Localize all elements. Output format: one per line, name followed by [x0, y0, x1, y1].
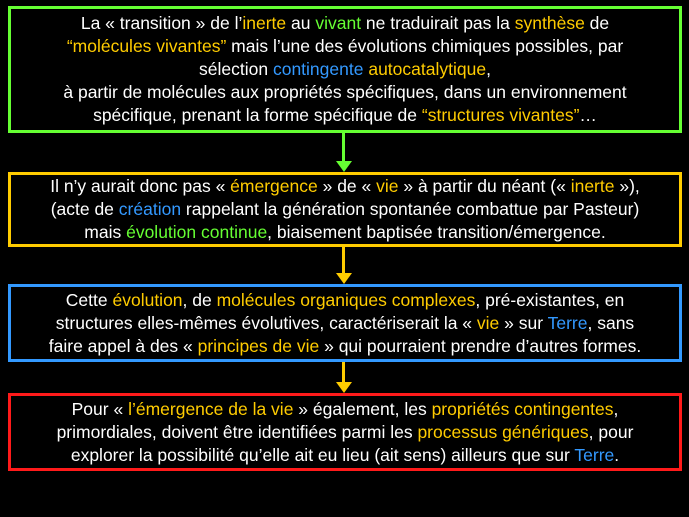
- text-run: » sur: [499, 312, 548, 333]
- highlight-blue: Terre: [574, 444, 615, 465]
- text-run: de: [584, 13, 610, 33]
- highlight-yellow: vie: [476, 312, 500, 333]
- text-run: structures elles-mêmes évolutives, caractériserait la «: [55, 312, 477, 333]
- box-text: [50, 175, 640, 244]
- text-run: .: [614, 444, 620, 465]
- text-run: , pré-existantes, en: [475, 289, 625, 310]
- highlight-yellow: émergence: [230, 176, 318, 196]
- text-run: rappelant la génération spontanée combattue par Pasteur): [181, 199, 640, 219]
- text-run: spécifique, prenant la forme spécifique de: [93, 105, 422, 125]
- highlight-yellow: molécules organiques complexes: [216, 289, 476, 310]
- highlight-yellow: vie: [376, 176, 399, 196]
- text-run: , biaisement baptisée transition/émergence.: [267, 222, 606, 242]
- arrow-down-icon: [336, 247, 352, 284]
- box-evolution-molecules: [8, 284, 682, 362]
- text-run: Cette: [65, 289, 113, 310]
- text-run: , de: [182, 289, 217, 310]
- highlight-yellow: inerte: [242, 13, 287, 33]
- text-run: au: [286, 13, 316, 33]
- text-run: , pour: [588, 421, 634, 442]
- box-text: [49, 289, 641, 358]
- text-run: explorer la possibilité qu’elle ait eu lieu (ait sens) ailleurs que sur: [70, 444, 575, 465]
- text-run: Il n’y aurait donc pas «: [50, 176, 231, 196]
- highlight-yellow: autocatalytique: [368, 59, 487, 79]
- text-run: primordiales, doivent être identifiées parmi les: [56, 421, 418, 442]
- highlight-yellow: processus génériques: [417, 421, 589, 442]
- text-run: , sans: [587, 312, 635, 333]
- text-run: » qui pourraient prendre d’autres formes.: [319, 335, 642, 356]
- text-run: …: [579, 105, 597, 125]
- highlight-blue: Terre: [547, 312, 588, 333]
- highlight-yellow: principes de vie: [197, 335, 320, 356]
- arrow-down-icon: [336, 133, 352, 172]
- box-text: [63, 12, 626, 127]
- highlight-yellow: l’émergence de la vie: [128, 398, 294, 419]
- text-run: ,: [486, 59, 491, 79]
- text-run: sélection: [199, 59, 273, 79]
- text-run: La « transition » de l’: [80, 13, 243, 33]
- highlight-yellow: propriétés contingentes: [431, 398, 614, 419]
- text-run: » de «: [317, 176, 377, 196]
- text-run: mais l’une des évolutions chimiques possibles, par: [226, 36, 624, 56]
- highlight-blue: création: [118, 199, 182, 219]
- text-run: ne traduirait pas la: [361, 13, 515, 33]
- highlight-yellow: “molécules vivantes”: [66, 36, 227, 56]
- highlight-yellow: évolution: [112, 289, 183, 310]
- text-run: faire appel à des «: [48, 335, 198, 356]
- text-run: »),: [614, 176, 640, 196]
- arrow-down-icon: [336, 362, 352, 393]
- text-run: Pour «: [71, 398, 129, 419]
- highlight-yellow: “structures vivantes”: [421, 105, 580, 125]
- text-run: mais: [84, 222, 127, 242]
- text-run: » à partir du néant («: [398, 176, 571, 196]
- box-pas-emergence: [8, 172, 682, 247]
- box-emergence-de-la-vie: [8, 393, 682, 471]
- text-run: (acte de: [50, 199, 119, 219]
- highlight-green: évolution continue: [126, 222, 268, 242]
- highlight-blue: contingente: [272, 59, 364, 79]
- text-run: » également, les: [293, 398, 432, 419]
- text-run: ,: [613, 398, 619, 419]
- highlight-green: vivant: [315, 13, 362, 33]
- box-transition-inerte-vivant: [8, 6, 682, 133]
- highlight-yellow: inerte: [570, 176, 615, 196]
- text-run: à partir de molécules aux propriétés spécifiques, dans un environnement: [63, 82, 627, 102]
- box-text: [57, 398, 634, 467]
- highlight-yellow: synthèse: [514, 13, 585, 33]
